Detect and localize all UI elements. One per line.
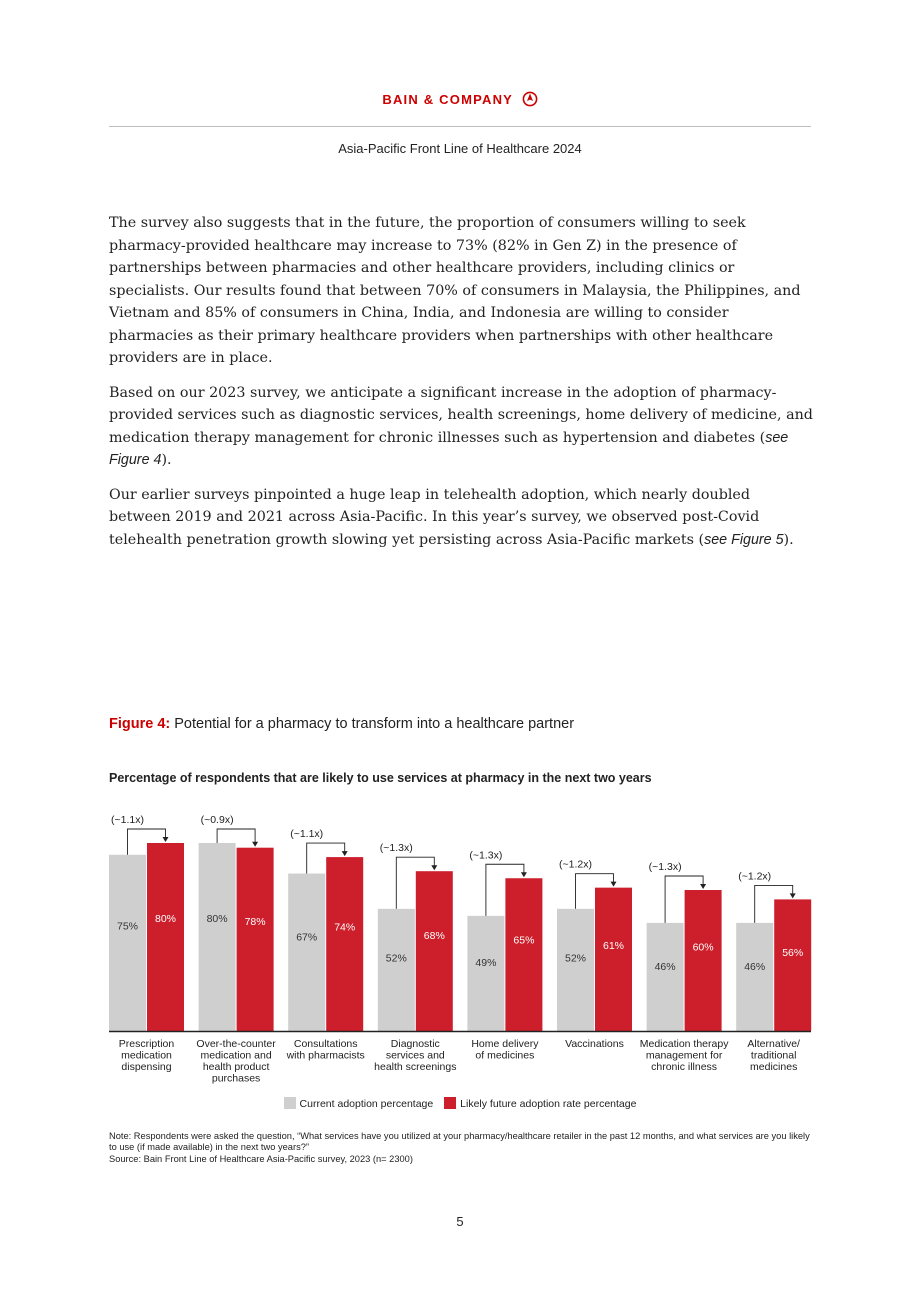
- legend-swatch-future: [444, 1097, 456, 1109]
- category-label: medication: [121, 1049, 172, 1062]
- bar-future: [505, 878, 542, 1031]
- data-label-future: 74%: [334, 921, 356, 934]
- bar-current: [647, 923, 684, 1031]
- paragraph-3-end: ).: [783, 531, 794, 548]
- data-label-current: 52%: [564, 952, 587, 965]
- legend-label-current: Current adoption percentage: [299, 1098, 434, 1110]
- bar-current: [557, 909, 594, 1031]
- category-label: chronic illness: [651, 1061, 718, 1073]
- paragraph-3-text: Our earlier surveys pinpointed a huge leap in telehealth adoption, which nearly doubled between 2019 and 2021 across Asia-Pacific. In this year’s survey, we observed post-Covid telehealth penetration growth slowing yet persisting across Asia-Pacific markets (: [109, 486, 760, 548]
- category-label: Medication therapy: [639, 1038, 729, 1050]
- multiplier-label: (~1.3x): [648, 861, 682, 873]
- data-label-future: 68%: [423, 930, 445, 943]
- multiplier-arrowhead: [252, 842, 258, 847]
- category-label: Diagnostic: [390, 1038, 440, 1050]
- data-label-future: 80%: [154, 913, 177, 926]
- running-title: Asia-Pacific Front Line of Healthcare 2024: [338, 141, 582, 156]
- multiplier-bracket: [217, 829, 255, 844]
- category-label: health product: [202, 1061, 270, 1073]
- category-label: medication and: [200, 1049, 272, 1062]
- data-label-future: 56%: [782, 947, 804, 960]
- figure-note: [109, 1131, 813, 1165]
- figure-caption: Potential for a pharmacy to transform into a healthcare partner: [170, 716, 575, 732]
- legend-swatch-current: [284, 1097, 296, 1109]
- data-label-current: 46%: [744, 961, 766, 974]
- source-text: Source: Bain Front Line of Healthcare Asia-Pacific survey, 2023 (n= 2300): [109, 1153, 413, 1164]
- multiplier-label: (~1.1x): [111, 814, 144, 826]
- category-label: with pharmacists: [286, 1049, 365, 1062]
- bar-current: [378, 909, 415, 1031]
- multiplier-arrowhead: [790, 893, 796, 898]
- multiplier-label: (~1.2x): [559, 858, 592, 871]
- category-label: Home delivery: [471, 1038, 539, 1050]
- figure-5-reference: see Figure 5: [704, 531, 784, 548]
- data-label-current: 46%: [654, 961, 676, 974]
- figure-4-reference: see Figure 4: [109, 429, 789, 468]
- bar-future: [685, 890, 722, 1031]
- category-label: medicines: [750, 1061, 798, 1073]
- category-label: Vaccinations: [565, 1038, 624, 1050]
- multiplier-arrowhead: [700, 884, 706, 889]
- category-label: health screenings: [374, 1061, 457, 1073]
- bar-current: [199, 843, 236, 1031]
- category-label: dispensing: [121, 1061, 172, 1073]
- brand-name: BAIN & COMPANY: [382, 92, 513, 107]
- bar-future: [416, 871, 453, 1031]
- multiplier-label: (~0.9x): [200, 814, 234, 826]
- multiplier-arrowhead: [521, 872, 527, 877]
- note-text: Note: Respondents were asked the question, “What services have you utilized at your pharmacy/healthcare retailer in the past 12 months, and what services are you likely to use (if made available) in the next two years?”: [109, 1131, 810, 1153]
- legend-item-current: [284, 1097, 434, 1110]
- multiplier-label: (~1.1x): [290, 828, 324, 841]
- bar-future: [237, 848, 274, 1031]
- data-label-future: 61%: [602, 939, 625, 952]
- multiplier-arrowhead: [342, 851, 348, 856]
- paragraph-1: The survey also suggests that in the future, the proportion of consumers willing to seek pharmacy-provided healthcare may increase to 73% (82% in Gen Z) in the presence of partnerships between pharmacies and other healthcare providers, including clinics or specialists. Our results found that between 70% of consumers in Malaysia, the Philippines, and Vietnam and 85% of consumers in China, India, and Indonesia are willing to consider pharmacies as their primary healthcare providers when partnerships with other healthcare providers are in place.: [109, 215, 801, 366]
- bar-current: [467, 916, 504, 1031]
- multiplier-arrowhead: [611, 882, 617, 887]
- bar-current: [109, 855, 146, 1031]
- data-label-current: 80%: [206, 913, 228, 926]
- paragraph-2-text: Based on our 2023 survey, we anticipate a significant increase in the adoption of pharmacy-provided services such as diagnostic services, health screenings, home delivery of medicine, and medication therapy management for chronic illnesses such as hypertension and diabetes (: [109, 384, 813, 446]
- category-label: management for: [645, 1049, 723, 1062]
- category-label: of medicines: [475, 1049, 535, 1062]
- data-label-future: 60%: [692, 941, 714, 954]
- data-label-future: 65%: [513, 934, 535, 947]
- multiplier-arrowhead: [431, 865, 437, 870]
- legend-item-future: [444, 1097, 636, 1110]
- data-label-current: 67%: [296, 931, 318, 944]
- data-label-current: 75%: [116, 920, 139, 933]
- multiplier-label: (~1.2x): [738, 870, 772, 883]
- multiplier-arrowhead: [163, 837, 169, 842]
- multiplier-label: (~1.3x): [469, 849, 503, 862]
- chart-title: Percentage of respondents that are likely to use services at pharmacy in the next two years: [109, 771, 652, 785]
- legend-label-future: Likely future adoption rate percentage: [460, 1098, 637, 1110]
- bar-current: [288, 874, 325, 1031]
- page-number: 5: [456, 1214, 464, 1229]
- data-label-future: 78%: [244, 916, 266, 929]
- bar-future: [595, 888, 632, 1031]
- category-label: purchases: [211, 1072, 261, 1085]
- category-label: services and: [385, 1049, 445, 1062]
- category-label: Consultations: [293, 1038, 358, 1050]
- bar-current: [736, 923, 773, 1031]
- bar-future: [326, 857, 363, 1031]
- data-label-current: 52%: [385, 952, 407, 965]
- chart-legend: [0, 1097, 920, 1110]
- paragraph-2-end: ).: [161, 452, 172, 468]
- category-label: Alternative/: [747, 1038, 800, 1050]
- figure-number: Figure 4:: [109, 716, 171, 732]
- multiplier-label: (~1.3x): [379, 842, 413, 855]
- bar-future: [774, 899, 811, 1031]
- data-label-current: 49%: [475, 956, 497, 969]
- category-label: Over-the-counter: [196, 1038, 276, 1050]
- category-label: traditional: [750, 1049, 797, 1062]
- category-label: Prescription: [118, 1038, 175, 1050]
- bar-future: [147, 843, 184, 1031]
